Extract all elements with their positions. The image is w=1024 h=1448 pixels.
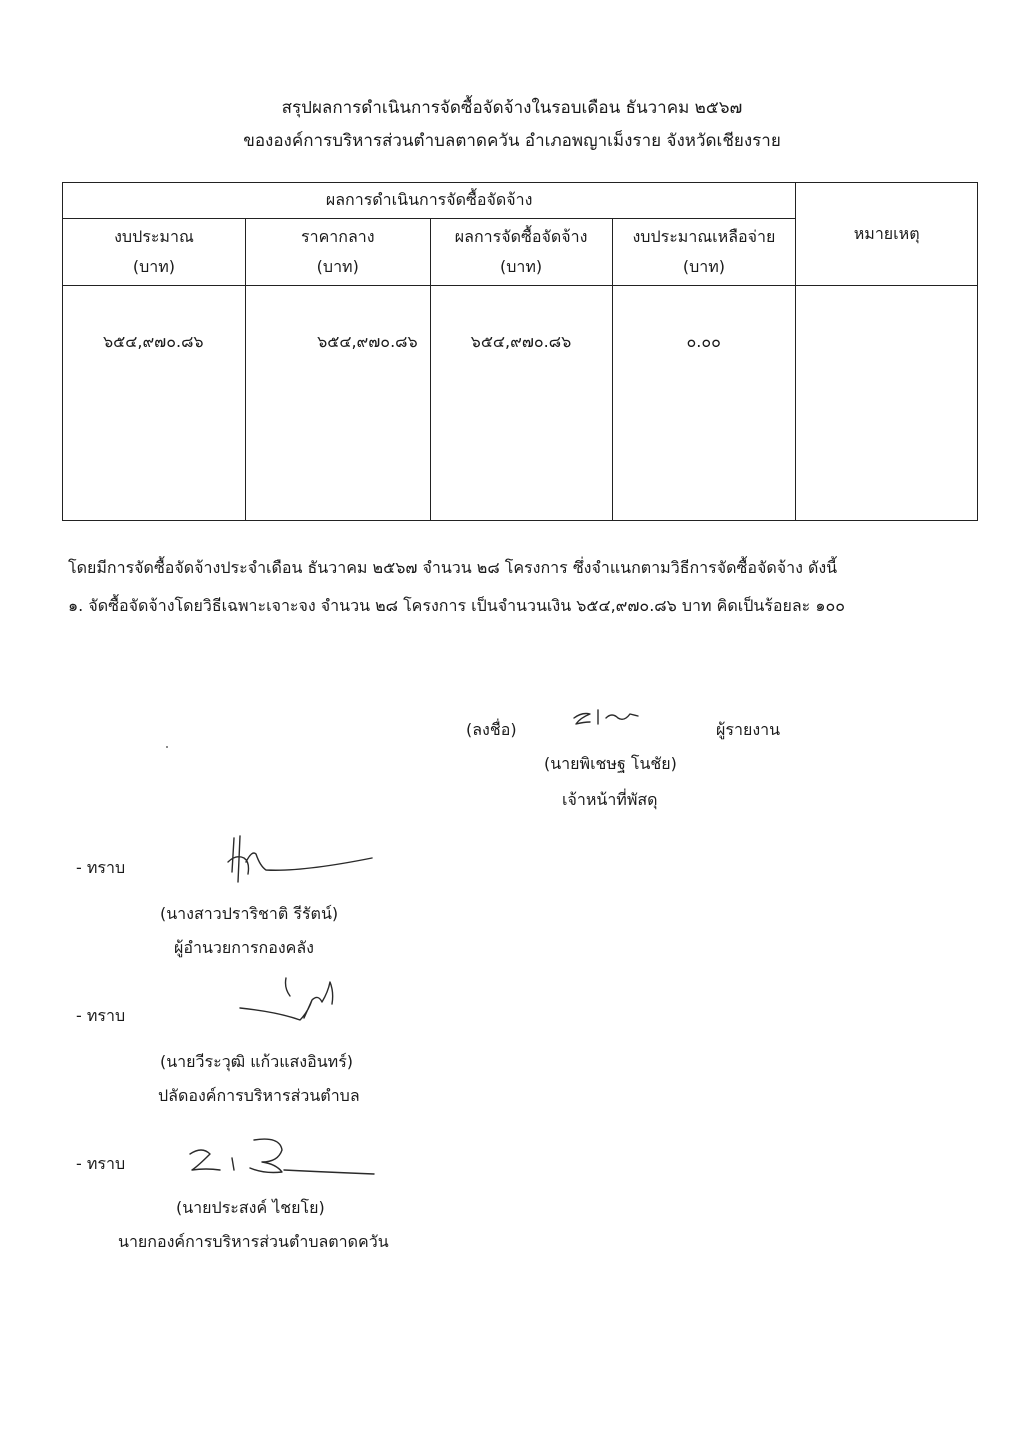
column-header-procurement-result [430, 219, 612, 286]
ack-label-2: - ทราบ [76, 1006, 126, 1025]
summary-line1: โดยมีการจัดซื้อจัดจ้างประจำเดือน ธันวาคม ๒๕๖๗ จำนวน ๒๘ โครงการ ซึ่งจำแนกตามวิธีการจัดซื้อจัดจ้าง ดังนี้ [68, 558, 838, 577]
column-unit: (บาท) [682, 257, 725, 276]
cell-value: ๖๕๔,๙๗๐.๘๖ [103, 332, 204, 351]
reporter-signature-icon [568, 702, 648, 732]
cell-remaining-budget [612, 286, 796, 521]
finance-director-signature-icon [222, 832, 382, 892]
ack-name-2: (นายวีระวุฒิ แก้วแสงอินทร์) [160, 1052, 354, 1071]
column-label: ผลการจัดซื้อจัดจ้าง [454, 227, 588, 246]
ack-name-1: (นางสาวปราริชาติ รีรัตน์) [160, 904, 339, 923]
ack-name-3: (นายประสงค์ ไชยโย) [176, 1198, 325, 1217]
document-title-line1: สรุปผลการดำเนินการจัดซื้อจัดจ้างในรอบเดือน ธันวาคม ๒๕๖๗ [281, 98, 743, 118]
reporter-role-suffix: ผู้รายงาน [716, 720, 781, 739]
deputy-signature-icon [238, 972, 348, 1032]
column-header-median-price [245, 219, 430, 286]
speck [166, 746, 168, 748]
table-header-row [63, 183, 978, 219]
cell-procurement-result [430, 286, 612, 521]
column-label: งบประมาณ [114, 227, 194, 246]
cell-median-price [245, 286, 430, 521]
mayor-signature-icon [184, 1132, 384, 1182]
cell-value: ๖๕๔,๙๗๐.๘๖ [470, 332, 572, 351]
reporter-name: (นายพิเชษฐ โนชัย) [544, 754, 677, 773]
column-header-remaining-budget [612, 219, 796, 286]
remark-header-label: หมายเหตุ [853, 223, 920, 243]
table-row [63, 286, 978, 521]
ack-position-1: ผู้อำนวยการกองคลัง [174, 938, 314, 957]
summary-line2: ๑. จัดซื้อจัดจ้างโดยวิธีเฉพาะเจาะจง จำนวน ๒๘ โครงการ เป็นจำนวนเงิน ๖๕๔,๙๗๐.๘๖ บาท คิดเป็นร้อยละ ๑๐๐ [68, 596, 846, 615]
sign-prefix: (ลงชื่อ) [466, 720, 517, 739]
column-label: ราคากลาง [300, 227, 375, 246]
column-unit: (บาท) [500, 257, 543, 276]
cell-value: ๖๕๔,๙๗๐.๘๖ [317, 332, 418, 351]
ack-label-1: - ทราบ [76, 858, 126, 877]
remark-header-cell [796, 183, 978, 286]
procurement-summary-table [62, 182, 978, 521]
group-header-cell [63, 183, 796, 219]
cell-budget [63, 286, 246, 521]
column-unit: (บาท) [316, 257, 359, 276]
cell-remark [796, 286, 978, 521]
column-label: งบประมาณเหลือจ่าย [632, 227, 776, 246]
document-title-line2: ขององค์การบริหารส่วนตำบลตาดควัน อำเภอพญาเม็งราย จังหวัดเชียงราย [243, 131, 781, 151]
ack-position-3: นายกองค์การบริหารส่วนตำบลตาดควัน [118, 1232, 389, 1251]
ack-position-2: ปลัดองค์การบริหารส่วนตำบล [158, 1086, 360, 1105]
ack-label-3: - ทราบ [76, 1154, 126, 1173]
reporter-position: เจ้าหน้าที่พัสดุ [562, 790, 658, 809]
column-unit: (บาท) [132, 257, 176, 276]
column-header-budget [63, 219, 246, 286]
group-header-label: ผลการดำเนินการจัดซื้อจัดจ้าง [325, 190, 533, 209]
cell-value: ๐.๐๐ [686, 332, 721, 351]
